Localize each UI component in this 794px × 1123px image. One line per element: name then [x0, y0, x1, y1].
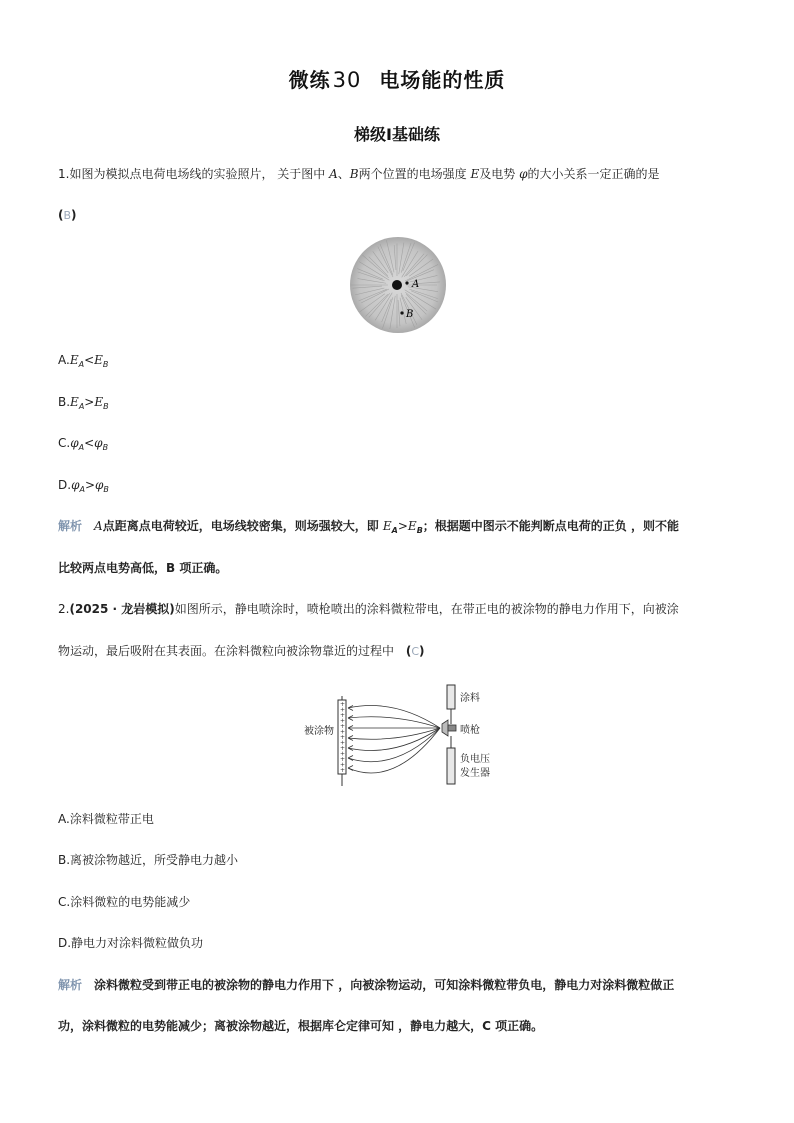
plus-sign: +: [340, 767, 346, 774]
q1-option-b: [58, 394, 109, 415]
opt-op: >: [84, 395, 95, 409]
analysis-var: A: [94, 519, 103, 533]
opt-sub: A: [78, 443, 85, 452]
paint-box: [447, 685, 455, 709]
generator-box: [447, 748, 455, 784]
q2-number: 2.: [58, 602, 70, 616]
opt-var: φ: [70, 436, 79, 450]
opt-op: <: [84, 436, 95, 450]
title-topic: 电场能的性质: [379, 68, 506, 92]
analysis-tag: 解析: [58, 978, 83, 992]
q1-point-a: A: [329, 167, 338, 181]
q1-stem-part: 及电势: [479, 167, 516, 181]
q2-stem-part: 物运动，最后吸附在其表面。在涂料微粒向被涂物靠近的过程中: [58, 644, 395, 658]
analysis-sub: A: [391, 526, 398, 535]
q1-field-photo: [349, 236, 447, 334]
opt-var: φ: [71, 478, 80, 492]
point-a-dot: [405, 281, 408, 284]
point-charge: [392, 280, 402, 290]
opt-var: E: [69, 353, 79, 367]
q1-sep: 、: [337, 167, 350, 181]
plus-sign: +: [340, 761, 346, 769]
analysis-var: E: [407, 519, 417, 533]
q1-var-e: E: [470, 167, 480, 181]
q2-answer-open: (: [405, 644, 412, 658]
analysis-var: E: [382, 519, 392, 533]
q1-stem: [58, 166, 659, 182]
opt-prefix: A.: [58, 353, 70, 367]
q2-option-b: B.离被涂物越近，所受静电力越小: [58, 853, 239, 867]
section-heading: 梯级Ⅰ基础练: [354, 125, 440, 144]
opt-op: >: [84, 478, 96, 492]
q1-analysis-line1: [58, 518, 679, 539]
q2-stem-line1: [58, 601, 679, 617]
q1-option-d: [58, 477, 109, 498]
gun-label: 喷枪: [460, 725, 480, 736]
analysis-tag: 解析: [58, 519, 83, 533]
point-b-dot: [400, 311, 403, 314]
q1-answer-open: (: [58, 208, 64, 222]
q2-answer: [406, 644, 425, 658]
plus-sign: +: [340, 706, 346, 714]
plus-sign: +: [340, 739, 346, 747]
analysis-sub: B: [416, 526, 423, 535]
arrow-head: [348, 706, 353, 711]
analysis-op: >: [397, 519, 408, 533]
q2-analysis-line2: 功，涂料微粒的电势能减少；离被涂物越近，根据库仑定律可知 ，静电力越大，C 项正确。: [58, 1019, 544, 1033]
q1-option-c: [58, 435, 108, 456]
q2-spray-diagram: [296, 680, 506, 790]
arrow-head: [348, 766, 353, 771]
q1-answer-close: ): [71, 208, 77, 222]
opt-sub: A: [78, 360, 85, 369]
q2-answer-letter: C: [411, 645, 420, 658]
opt-sub: A: [79, 485, 85, 494]
q2-answer-close: ): [419, 644, 425, 658]
q2-option-a: A.涂料微粒带正电: [58, 812, 154, 826]
spray-gun: [442, 720, 448, 736]
q2-stem-part: 如图所示，静电喷涂时，喷枪喷出的涂料微粒带电，在带正电的被涂物的静电力作用下，向被涂: [174, 602, 679, 616]
plus-sign: +: [340, 717, 346, 725]
opt-sub: B: [103, 485, 109, 494]
spray-line: [348, 717, 440, 728]
q1-answer-letter: B: [63, 209, 72, 222]
plus-sign: +: [340, 756, 346, 763]
opt-op: <: [84, 353, 95, 367]
title-number: 30: [332, 68, 362, 92]
point-b-label: B: [406, 309, 414, 320]
q2-option-c: C.涂料微粒的电势能减少: [58, 895, 191, 909]
plus-sign: +: [340, 712, 346, 719]
plus-sign: +: [340, 745, 346, 752]
plus-sign: +: [340, 701, 346, 708]
opt-var: E: [70, 395, 79, 409]
q1-stem-part: 1.如图为模拟点电荷电场线的实验照片， 关于图中: [58, 167, 326, 181]
generator-label-2: 发生器: [460, 768, 490, 779]
arrow-head: [348, 746, 353, 751]
opt-prefix: B.: [58, 395, 71, 409]
page-title: [0, 64, 794, 93]
q1-stem-part: 两个位置的电场强度: [358, 167, 467, 181]
q2-source: (2025 · 龙岩模拟): [69, 602, 175, 616]
opt-var: E: [94, 353, 103, 367]
opt-sub: B: [102, 443, 109, 452]
q1-point-b: B: [349, 167, 359, 181]
q1-var-phi: φ: [519, 167, 528, 181]
title-prefix: 微练: [288, 68, 331, 92]
opt-sub: A: [78, 402, 85, 411]
opt-var: φ: [94, 436, 103, 450]
plus-sign: +: [340, 750, 346, 758]
opt-sub: B: [103, 402, 109, 411]
q1-answer: [58, 207, 77, 224]
analysis-text: 涂料微粒受到带正电的被涂物的静电力作用下 ，向被涂物运动，可知涂料微粒带负电，静电力对涂料微粒做正: [94, 978, 675, 992]
generator-label-1: 负电压: [460, 754, 490, 765]
plus-sign: +: [340, 734, 346, 741]
opt-sub: B: [102, 360, 109, 369]
q1-stem-part: 的大小关系一定正确的是: [527, 167, 660, 181]
spray-line: [348, 728, 440, 762]
q1-option-a: [58, 352, 108, 373]
analysis-text: 点距离点电荷较近，电场线较密集，则场强较大，即: [102, 519, 379, 533]
plus-sign: +: [340, 728, 346, 736]
point-a-label: A: [412, 279, 420, 290]
analysis-text: ；根据题中图示不能判断点电荷的正负 ，则不能: [422, 519, 679, 533]
q2-option-d: D.静电力对涂料微粒做负功: [58, 936, 204, 950]
opt-prefix: C.: [58, 436, 71, 450]
plus-sign: +: [340, 723, 346, 730]
arrow-head: [348, 756, 353, 761]
spray-line: [348, 728, 440, 739]
q2-analysis-line1: [58, 977, 674, 993]
opt-var: E: [94, 395, 104, 409]
q1-analysis-line2: 比较两点电势高低，B 项正确。: [58, 561, 228, 575]
opt-prefix: D.: [58, 478, 72, 492]
target-label: 被涂物: [304, 726, 334, 737]
q2-stem-line2: [58, 643, 425, 660]
paint-label: 涂料: [460, 693, 480, 704]
opt-var: φ: [95, 478, 104, 492]
